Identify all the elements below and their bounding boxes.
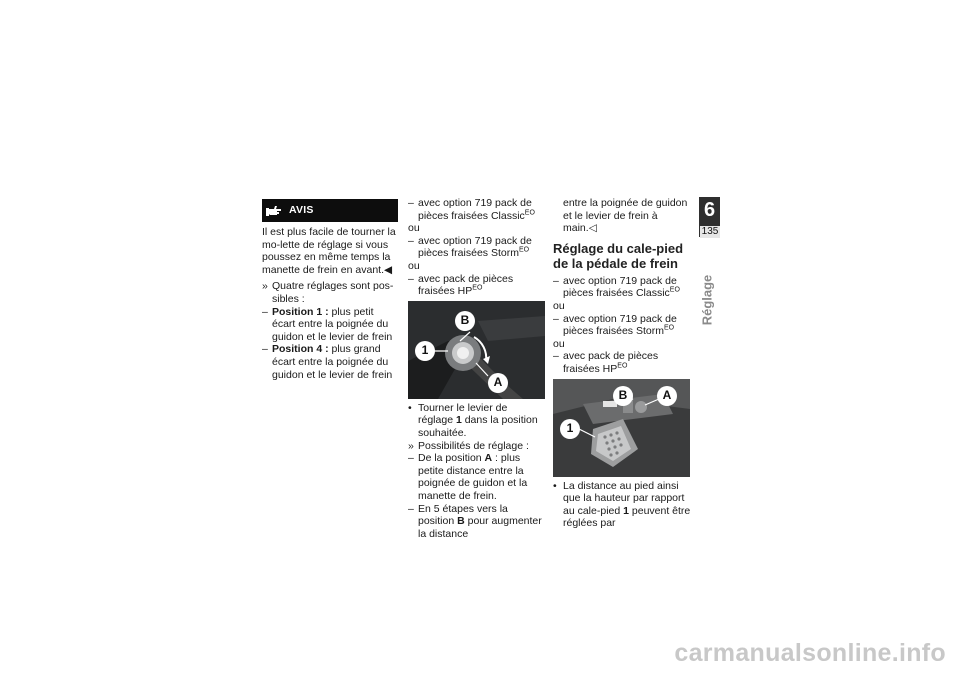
pointing-hand-icon xyxy=(266,205,282,217)
option-item: – avec pack de pièces fraisées $HP^{EO}$ xyxy=(553,350,659,375)
instruction-item: • Tourner le levier de réglage 1 dans la position souhaitée. xyxy=(408,401,538,439)
or-text: ou xyxy=(408,259,420,272)
dash-marker: – xyxy=(262,343,268,356)
end-marker: ◀ xyxy=(384,263,393,276)
result-item: » Possibilités de réglage : xyxy=(408,439,529,452)
instruction-item: • La distance au pied ainsi que la hauteur par rapport au cale-pied 1 peuvent être réglées par xyxy=(553,479,691,530)
watermark: carmanualsonline.info xyxy=(674,639,946,667)
option-item: – avec option 719 pack de pièces fraisées Storm$^{EO}$ xyxy=(408,234,532,260)
footrest-figure xyxy=(553,379,690,477)
column-left xyxy=(262,199,398,381)
column-right xyxy=(553,197,691,530)
list-item: – Position 1 : plus petit écart entre la poignée du guidon et le levier de frein xyxy=(262,305,393,343)
option-item: – avec option 719 pack de pièces fraisées Classic$^{EO}$ xyxy=(408,197,535,222)
figure-label-1: 1 xyxy=(415,341,435,361)
page-number: 135 xyxy=(701,226,719,237)
figure-label-a: A xyxy=(488,373,508,393)
notice-text: Il est plus facile de tourner la mo-lette de réglage si vous poussez en même temps la manette de frein en avant.◀ xyxy=(262,226,396,276)
dash-marker: – xyxy=(262,305,268,318)
notice-header xyxy=(262,199,398,222)
figure-label-b: B xyxy=(613,386,633,406)
continued-text: entre la poignée de guidon et le levier de frein à main.◁ xyxy=(563,197,688,235)
option-item: – avec pack de pièces fraisées $HP^{EO}$ xyxy=(408,272,514,298)
figure-label-a: A xyxy=(657,386,677,406)
result-marker: » xyxy=(262,280,268,293)
section-heading: Réglage du cale-pied de la pédale de frein xyxy=(553,240,684,271)
result-item: » Quatre réglages sont pos-sibles : xyxy=(262,280,394,305)
or-text: ou xyxy=(408,222,420,235)
list-item: – En 5 étapes vers la position B pour augmenter la distance xyxy=(408,502,542,540)
notice-title: AVIS xyxy=(289,204,314,217)
list-item: – Position 4 : plus grand écart entre la poignée du guidon et le levier de frein xyxy=(262,343,393,381)
or-text: ou xyxy=(553,299,565,312)
option-item: – avec option 719 pack de pièces fraisées Storm$^{EO}$ xyxy=(553,312,677,338)
figure-label-1: 1 xyxy=(560,419,580,439)
chapter-number: 6 xyxy=(703,199,716,221)
list-item: – De la position A : plus petite distance entre la poignée de guidon et la manette de frein. xyxy=(408,452,528,502)
or-text: ou xyxy=(553,337,565,350)
chapter-title: Réglage xyxy=(699,274,715,326)
end-marker: ◁ xyxy=(588,222,597,235)
brake-lever-figure xyxy=(408,301,545,399)
option-item: – avec option 719 pack de pièces fraisées Classic$^{EO}$ xyxy=(553,274,680,300)
figure-label-b: B xyxy=(455,311,475,331)
column-middle xyxy=(408,197,545,540)
